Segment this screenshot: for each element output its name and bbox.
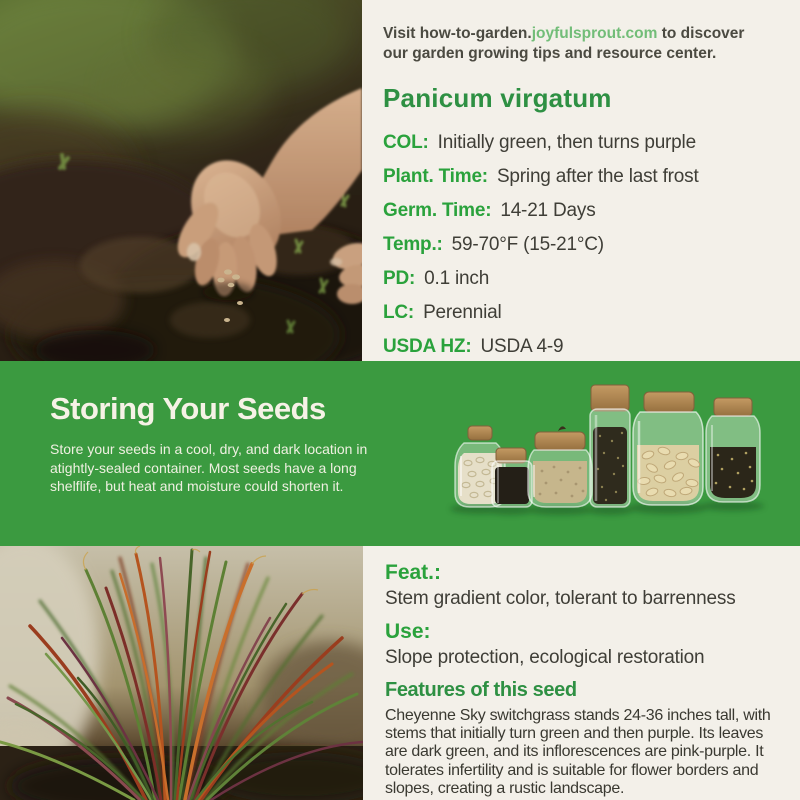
jar-tan-seeds xyxy=(528,426,592,507)
features-title: Features of this seed xyxy=(385,679,577,701)
spec-label: Plant. Time: xyxy=(383,165,488,187)
planting-photo-art xyxy=(0,0,362,361)
site-url-link[interactable]: joyfulsprout.com xyxy=(531,25,658,42)
bottom-section xyxy=(0,546,800,800)
site-promo-suffix: to discover our garden growing tips and resource center. xyxy=(383,25,745,63)
feat-value: Stem gradient color, tolerant to barrenness xyxy=(385,588,736,609)
site-promo-line xyxy=(383,24,761,65)
spec-label: Germ. Time: xyxy=(383,199,492,221)
switchgrass-photo xyxy=(0,546,363,800)
spec-value: Spring after the last frost xyxy=(496,165,699,187)
spec-value: 0.1 inch xyxy=(424,267,490,289)
features-body: Cheyenne Sky switchgrass stands 24-36 inches tall, with stems that initially turn green and then purple. Its leaves are dark green, and its inflorescences are pink-purple. It tolerates infertility and is suitable for flower borders and slopes, creating a rustic landscape. xyxy=(385,707,771,797)
switchgrass-photo-art xyxy=(0,546,363,800)
spec-value: Perennial xyxy=(423,301,502,323)
storing-title: Storing Your Seeds xyxy=(50,391,326,426)
spec-row-plant-time xyxy=(383,166,786,188)
spec-label: PD: xyxy=(383,267,416,289)
storing-body: Store your seeds in a cool, dry, and dark location in atightly-sealed container. Most seeds have a long shelflife, but heat and moisture could shorten it. xyxy=(50,441,368,495)
spec-row-germ-time xyxy=(383,200,786,222)
spec-row-temp xyxy=(383,234,786,256)
spec-list xyxy=(383,132,786,358)
spec-label: LC: xyxy=(383,301,415,323)
planting-photo xyxy=(0,0,362,361)
use-value: Slope protection, ecological restoration xyxy=(385,647,705,668)
spec-label: Temp.: xyxy=(383,233,443,255)
spec-label: USDA HZ: xyxy=(383,335,472,357)
jar-tall-dark xyxy=(590,385,630,507)
spec-value: 14-21 Days xyxy=(500,199,596,221)
site-promo-prefix: Visit how-to-garden. xyxy=(383,25,532,42)
plant-info-panel xyxy=(362,0,800,361)
feat-label: Feat.: xyxy=(385,561,442,584)
spec-row-usda-hz xyxy=(383,336,786,358)
jar-dark-mixed xyxy=(706,398,760,502)
spec-value: 59-70°F (15-21°C) xyxy=(451,233,604,255)
seed-details-panel xyxy=(363,546,800,800)
spec-row-pd xyxy=(383,268,786,290)
storing-band xyxy=(0,361,800,546)
spec-row-col xyxy=(383,132,786,154)
spec-label: COL: xyxy=(383,131,429,153)
spec-value: USDA 4-9 xyxy=(480,335,564,357)
jar-dark-small xyxy=(492,448,532,507)
spec-value: Initially green, then turns purple xyxy=(437,131,696,153)
plant-title: Panicum virgatum xyxy=(383,82,612,113)
seed-jars-photo xyxy=(430,361,800,546)
use-label: Use: xyxy=(385,620,431,643)
spec-row-lc xyxy=(383,302,786,324)
storing-text-block xyxy=(50,391,395,496)
jar-pumpkin-seeds xyxy=(633,392,703,505)
top-section xyxy=(0,0,800,361)
